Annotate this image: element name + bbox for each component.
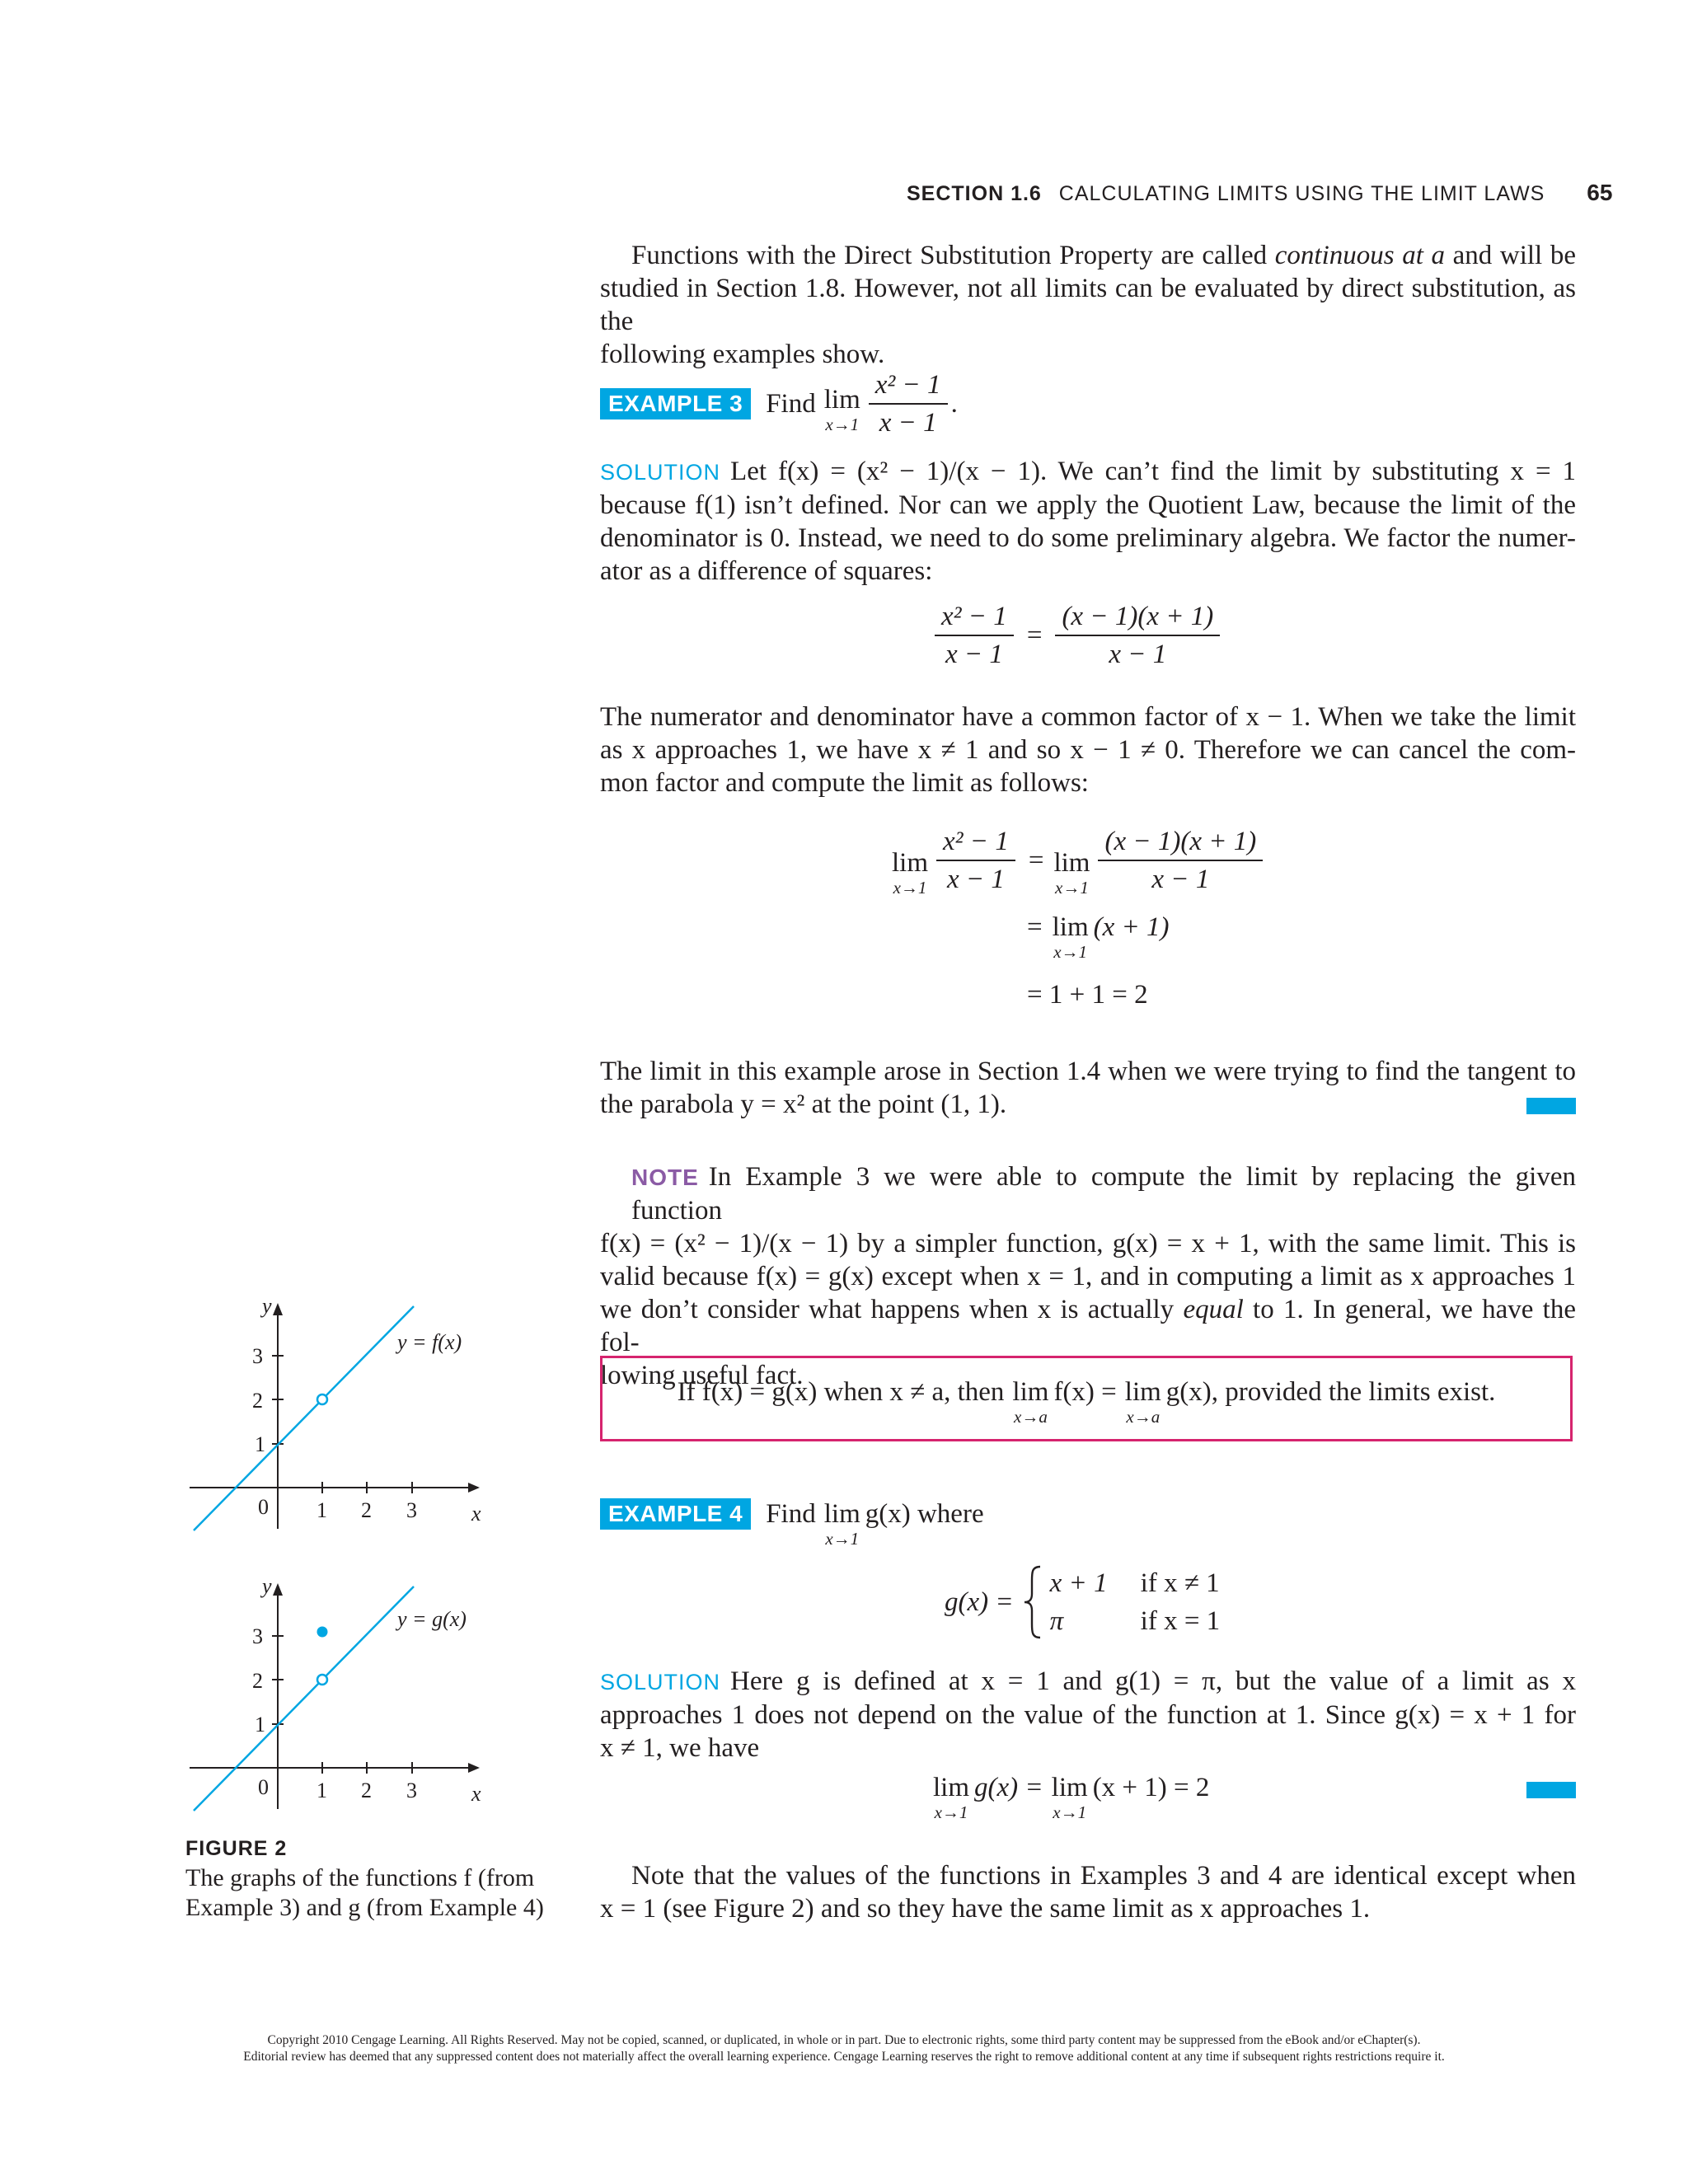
origin-label: 0 (258, 1775, 269, 1799)
y-tick-2: 2 (252, 1669, 263, 1693)
graph-f (181, 1290, 495, 1537)
example-4-heading: EXAMPLE 4 Find lim x→1 g(x) where (600, 1498, 984, 1548)
y-axis-label: y (262, 1294, 272, 1318)
solution-label: SOLUTION (600, 460, 721, 485)
y-tick-3: 3 (252, 1344, 263, 1368)
copyright-footer: Copyright 2010 Cengage Learning. All Rights Reserved. May not be copied, scanned, or duplicated, in whole or in part. Due to electronic rights, some third party content may be suppressed from the eBook and/or eChapter(s). Editorial review has deemed that any suppressed content does not materially affect the overall learning experience. Cengage Learning reserves the right to remove additional content at any time if subsequent rights restrictions require it. (243, 2033, 1445, 2064)
note-label: NOTE (631, 1165, 699, 1190)
piecewise-definition: g(x) = x + 1 if x ≠ 1 π if x = 1 (945, 1564, 1220, 1640)
example-3-label: EXAMPLE 3 (600, 388, 751, 419)
hole-point (317, 1675, 327, 1685)
limit-computation: lim x→1 $\frac{\text{x² − 1}}{x - 1}$ = lim x→1 $\frac{(x - 1)(x + 1)}{x - 1}$ = lim x→1 (x + 1) = 1 + 1 = 2 (892, 824, 1266, 1010)
y-axis-arrow-icon (273, 1583, 283, 1596)
example-4-label: EXAMPLE 4 (600, 1498, 751, 1530)
x-tick-3: 3 (406, 1779, 417, 1802)
y-tick-1: 1 (255, 1432, 265, 1456)
filled-point (317, 1627, 328, 1638)
hole-point (317, 1394, 327, 1404)
x-tick-2: 2 (361, 1779, 372, 1802)
x-axis-label: x (471, 1782, 481, 1806)
graph-line (194, 1306, 414, 1530)
y-tick-2: 2 (252, 1389, 263, 1413)
x-tick-1: 1 (316, 1498, 327, 1522)
left-brace-icon (1022, 1564, 1045, 1640)
tangent-paragraph: The limit in this example arose in Section 1.4 when we were trying to find the tangent to the parabola y = x² at the point (1, 1). (600, 1057, 1576, 1119)
curve-label: y = g(x) (397, 1607, 467, 1631)
solution-4-paragraph: SOLUTION Here g is defined at x = 1 and g(1) = π, but the value of a limit as x approaches 1 does not depend on the value of the function at 1. Since g(x) = x + 1 for x ≠ 1, we have (600, 1666, 1576, 1763)
end-of-example-3-marker (1526, 1098, 1576, 1114)
limit-fact-box: If f(x) = g(x) when x ≠ a, then lim x→a f(x) = lim x→a g(x), provided the limits exist. (600, 1356, 1573, 1441)
section-title: CALCULATING LIMITS USING THE LIMIT LAWS (1058, 182, 1545, 205)
intro-paragraph: Functions with the Direct Substitution Property are called continuous at a and will be studied in Section 1.8. However, not all limits can be evaluated by direct substitution, as the following examples show. (600, 241, 1576, 369)
end-of-example-4-marker (1526, 1782, 1576, 1798)
x-axis-label: x (471, 1502, 481, 1526)
y-tick-3: 3 (252, 1624, 263, 1648)
origin-label: 0 (258, 1495, 269, 1519)
x-axis-arrow-icon (468, 1483, 480, 1493)
x-tick-3: 3 (406, 1498, 417, 1522)
y-axis-label: y (262, 1574, 272, 1598)
curve-label: y = f(x) (397, 1330, 462, 1354)
graph-line (194, 1586, 414, 1811)
y-tick-1: 1 (255, 1713, 265, 1736)
closing-paragraph: Note that the values of the functions in Examples 3 and 4 are identical except when x = 1 (see Figure 2) and so they have the same limit as x approaches 1. (600, 1861, 1576, 1924)
solution-label: SOLUTION (600, 1670, 721, 1694)
page-number: 65 (1587, 180, 1613, 205)
example-3-heading: EXAMPLE 3 Find lim x→1 $\frac{\text{x² − 1}}{x - 1}$ . (600, 363, 958, 445)
common-factor-paragraph: The numerator and denominator have a common factor of x − 1. When we take the limit as x approaches 1, we have x ≠ 1 and so x − 1 ≠ 0. Therefore we can cancel the com- mon factor and compute the limit as follows: (600, 702, 1576, 798)
y-axis-arrow-icon (273, 1303, 283, 1315)
figure-caption: FIGURE 2 The graphs of the functions f (from Example 3) and g (from Example 4) (185, 1834, 565, 1923)
note-paragraph: NOTE In Example 3 we were able to compute the limit by replacing the given function f(x) = (x² − 1)/(x − 1) by a simpler function, g(x) = x + 1, with the same limit. This is valid because f(x) = g(x) except when x = 1, and in computing a limit as x approaches 1 we don’t consider what happens when x is actually equal to 1. In general, we have the fol- lowing useful fact. (600, 1162, 1576, 1390)
solution-3-paragraph: SOLUTION Let f(x) = (x² − 1)/(x − 1). We can’t find the limit by substituting x = 1 because f(1) isn’t defined. Nor can we apply the Quotient Law, because the limit of the denominator is 0. Instead, we need to do some preliminary algebra. We factor the numer- ator as a difference of squares: (600, 457, 1576, 586)
running-header (907, 180, 1613, 213)
factoring-equation: $\frac{\text{x² − 1}}{x - 1}$ = $\frac{(x - 1)(x + 1)}{x - 1}$ (931, 600, 1223, 671)
section-number: SECTION 1.6 (907, 182, 1042, 205)
x-tick-1: 1 (316, 1779, 327, 1802)
figure-title: FIGURE 2 (185, 1837, 288, 1860)
graph-g (181, 1570, 495, 1817)
example-4-result: lim x→1 g(x) = lim x→1 (x + 1) = 2 (933, 1773, 1210, 1822)
x-axis-arrow-icon (468, 1763, 480, 1773)
x-tick-2: 2 (361, 1498, 372, 1522)
